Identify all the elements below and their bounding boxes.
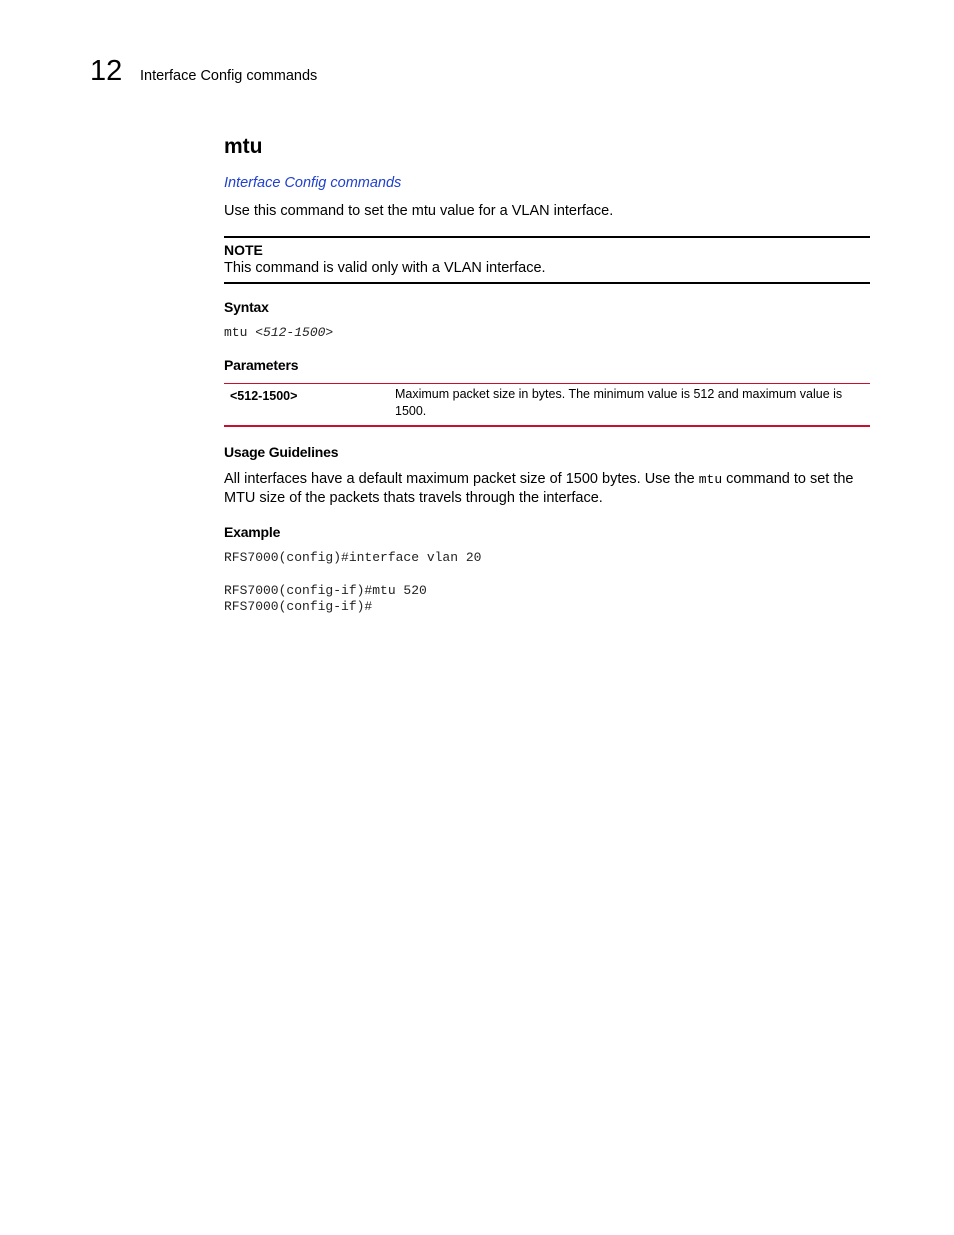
chapter-number: 12 xyxy=(90,55,123,87)
note-label: NOTE xyxy=(224,242,263,258)
parameter-name: <512-1500> xyxy=(230,389,298,403)
usage-inline-code: mtu xyxy=(698,472,723,487)
usage-guidelines-heading: Usage Guidelines xyxy=(224,444,339,460)
note-box xyxy=(224,236,870,284)
chapter-cross-reference-link[interactable]: Interface Config commands xyxy=(224,175,402,191)
syntax-command: mtu xyxy=(224,325,256,340)
syntax-argument: <512-1500> xyxy=(255,325,334,340)
command-description: Use this command to set the mtu value for a VLAN interface. xyxy=(224,203,614,219)
parameters-heading: Parameters xyxy=(224,357,299,373)
example-heading: Example xyxy=(224,524,281,540)
example-code-line: RFS7000(config-if)# xyxy=(224,599,373,614)
syntax-heading: Syntax xyxy=(224,299,269,315)
syntax-line xyxy=(224,325,333,341)
usage-text-after: command to set the MTU size of the packets thats travels through the interface. xyxy=(224,471,854,506)
example-code-line: RFS7000(config)#interface vlan 20 xyxy=(224,550,482,565)
note-text: This command is valid only with a VLAN interface. xyxy=(224,260,546,276)
chapter-title: Interface Config commands xyxy=(140,68,318,84)
command-title: mtu xyxy=(224,135,263,158)
example-code-line: RFS7000(config-if)#mtu 520 xyxy=(224,583,427,598)
usage-text-before: All interfaces have a default maximum packet size of 1500 bytes. Use the xyxy=(224,471,699,487)
usage-guidelines-text xyxy=(224,470,870,508)
parameters-table xyxy=(224,383,870,427)
parameter-description: Maximum packet size in bytes. The minimum value is 512 and maximum value is 1500. xyxy=(395,387,843,418)
